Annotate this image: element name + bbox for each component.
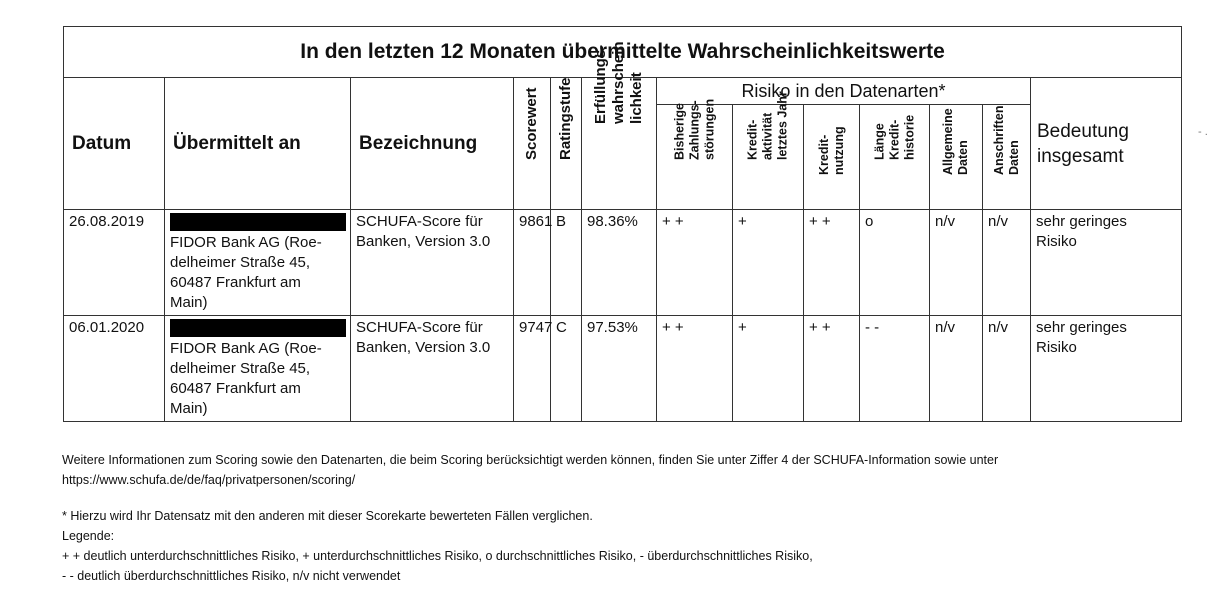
header-laenge-kredithistorie — [860, 105, 930, 210]
cell-bedeutung — [1031, 210, 1182, 316]
legend-line: + + deutlich unterdurchschnittliches Risiko, + unterdurchschnittliches Risiko, o durchschnittliches Risiko, - überdurchschnittliches Risiko, — [62, 549, 813, 563]
cell-empfaenger-line: Main) — [170, 400, 208, 417]
header-allgemeine-line: Allgemeine — [941, 108, 955, 175]
cell-empfaenger-line: 60487 Frankfurt am — [170, 380, 301, 397]
header-kreditnutzung-line: nutzung — [831, 126, 846, 175]
cell-bezeichnung — [351, 210, 514, 316]
cell-bezeichnung-line: Banken, Version 3.0 — [356, 233, 491, 250]
header-kreditnutzung-line: Kredit- — [816, 134, 831, 175]
header-kreditaktivitaet-line: Kredit- — [745, 119, 760, 160]
header-allgemeine-line: Daten — [956, 140, 970, 175]
cell-scorewert: 9861 — [514, 210, 551, 316]
redaction-bar — [170, 319, 346, 337]
cell-bedeutung-line: Risiko — [1036, 339, 1077, 356]
cell-allgemeine: n/v — [930, 316, 983, 422]
cell-empfaenger — [165, 210, 351, 316]
cell-empfaenger-line: delheimer Straße 45, — [170, 254, 311, 271]
header-anschriften-line: Daten — [1006, 140, 1021, 175]
cell-empfaenger-line: FIDOR Bank AG (Roe- — [170, 234, 322, 251]
header-bisherige-line: störungen — [702, 98, 716, 160]
table-row — [64, 210, 1182, 316]
legend-label: Legende: — [62, 529, 115, 543]
header-erfuellung-line: wahrschein — [610, 41, 627, 124]
header-anschriften-daten — [983, 105, 1031, 210]
legend-line: - - deutlich überdurchschnittliches Risiko, n/v nicht verwendet — [62, 569, 401, 583]
header-bedeutung-line: Bedeutung — [1037, 120, 1129, 142]
header-kreditnutzung — [804, 105, 860, 210]
header-erfuellungswahrscheinlichkeit — [582, 41, 657, 210]
header-bisherige-zahlungsstoerungen — [657, 98, 733, 210]
cell-bezeichnung-line: Banken, Version 3.0 — [356, 339, 491, 356]
header-bezeichnung: Bezeichnung — [351, 78, 514, 210]
header-scorewert — [514, 78, 551, 210]
cell-ratingstufe: B — [551, 210, 582, 316]
cell-erfuellung: 97.53% — [582, 316, 657, 422]
header-ratingstufe-text: Ratingstufe — [557, 77, 574, 160]
cell-bisherige: + + — [657, 316, 733, 422]
redaction-bar — [170, 213, 346, 231]
cell-bezeichnung-line: SCHUFA-Score für — [356, 213, 483, 230]
cell-bezeichnung — [351, 316, 514, 422]
header-uebermittelt-an: Übermittelt an — [165, 78, 351, 210]
cell-kreditaktivitaet: + — [733, 210, 804, 316]
cell-empfaenger-line: FIDOR Bank AG (Roe- — [170, 340, 322, 357]
header-bisherige-line: Zahlungs- — [687, 100, 701, 160]
cell-kreditaktivitaet: + — [733, 316, 804, 422]
cell-empfaenger — [165, 316, 351, 422]
cell-erfuellung: 98.36% — [582, 210, 657, 316]
cell-anschriften: n/v — [983, 210, 1031, 316]
header-bedeutung-line: insgesamt — [1037, 145, 1124, 167]
cell-laenge: - - — [860, 316, 930, 422]
scan-artifact: - . — [1198, 126, 1208, 138]
cell-laenge: o — [860, 210, 930, 316]
header-anschriften-line: Anschriften — [991, 105, 1006, 175]
footnote-text: * Hierzu wird Ihr Datensatz mit den anderen mit dieser Scorekarte bewerteten Fällen verglichen. — [62, 509, 593, 523]
cell-bedeutung — [1031, 316, 1182, 422]
cell-bedeutung-line: Risiko — [1036, 233, 1077, 250]
cell-bedeutung-line: sehr geringes — [1036, 213, 1127, 230]
info-url: https://www.schufa.de/de/faq/privatpersonen/scoring/ — [62, 473, 356, 487]
header-kreditaktivitaet — [733, 91, 804, 210]
header-kreditaktivitaet-line: aktivität — [760, 112, 775, 160]
header-bisherige-line: Bisherige — [672, 103, 686, 160]
cell-datum: 06.01.2020 — [64, 316, 165, 422]
cell-datum: 26.08.2019 — [64, 210, 165, 316]
cell-bezeichnung-line: SCHUFA-Score für — [356, 319, 483, 336]
cell-bedeutung-line: sehr geringes — [1036, 319, 1127, 336]
cell-scorewert: 9747 — [514, 316, 551, 422]
table-row — [64, 316, 1182, 422]
header-allgemeine-daten — [930, 105, 983, 210]
cell-allgemeine: n/v — [930, 210, 983, 316]
header-datum: Datum — [64, 78, 165, 210]
header-risiko-datenarten: Risiko in den Datenarten* — [657, 78, 1031, 105]
score-table — [63, 26, 1182, 422]
header-ratingstufe — [551, 78, 582, 210]
header-kreditaktivitaet-line: letztes Jahr — [775, 91, 790, 160]
header-erfuellung-line: Erfüllungs- — [592, 44, 609, 124]
cell-empfaenger-line: delheimer Straße 45, — [170, 360, 311, 377]
table-title: In den letzten 12 Monaten übermittelte Wahrscheinlichkeitswerte — [64, 27, 1182, 78]
cell-bisherige: + + — [657, 210, 733, 316]
cell-kreditnutzung: + + — [804, 316, 860, 422]
cell-empfaenger-line: Main) — [170, 294, 208, 311]
header-laenge-line: historie — [902, 114, 916, 160]
cell-empfaenger-line: 60487 Frankfurt am — [170, 274, 301, 291]
header-erfuellung-line: lichkeit — [628, 72, 645, 124]
header-scorewert-text: Scorewert — [523, 87, 540, 160]
header-laenge-line: Länge — [872, 123, 886, 160]
header-bedeutung — [1031, 78, 1182, 210]
notes-section — [62, 450, 1192, 586]
cell-ratingstufe: C — [551, 316, 582, 422]
info-text: Weitere Informationen zum Scoring sowie den Datenarten, die beim Scoring berücksichtigt werden können, finden Sie unter Ziffer 4 der SCHUFA-Information sowie unter — [62, 453, 999, 467]
cell-kreditnutzung: + + — [804, 210, 860, 316]
header-laenge-line: Kredit- — [887, 119, 901, 160]
cell-anschriften: n/v — [983, 316, 1031, 422]
